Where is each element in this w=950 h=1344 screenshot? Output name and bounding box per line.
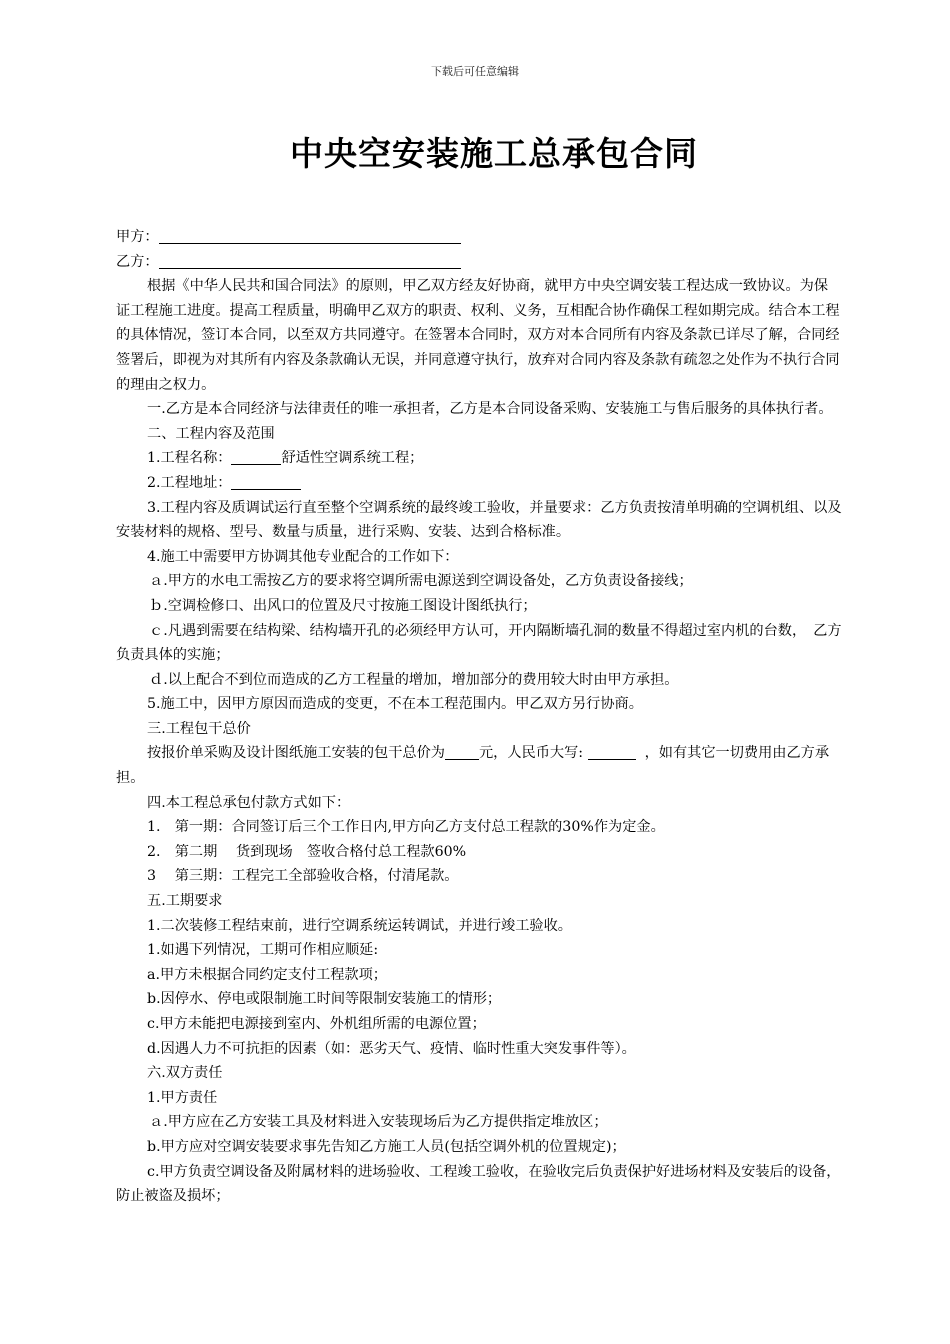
clause-5-2: 1.如遇下列情况，工期可作相应顺延: — [147, 942, 379, 959]
price-text-3: ，如有其它一切费用由乙方承担。 — [116, 745, 830, 787]
clause-3-price — [116, 741, 842, 790]
payment-stage-3: 3 第三期：工程完工全部验收合格，付清尾款。 — [147, 868, 459, 885]
section-1: 一.乙方是本合同经济与法律责任的唯一承担者，乙方是本合同设备采购、安装施工与售后服务的具体执行者。 — [147, 401, 833, 418]
payment-stage-1: 1. 第一期：合同签订后三个工作日内,甲方向乙方支付总工程款的30%作为定金。 — [147, 819, 665, 836]
project-name-blank — [231, 449, 281, 465]
clause-2-4b: ｂ.空调检修口、出风口的位置及尺寸按施工图设计图纸执行； — [149, 597, 537, 614]
clause-2-4d: ｄ.以上配合不到位而造成的乙方工程量的增加，增加部分的费用较大时由甲方承担。 — [149, 671, 679, 688]
section-2-heading: 二、工程内容及范围 — [147, 425, 275, 442]
section-5-heading: 五.工期要求 — [147, 893, 223, 910]
party-b-line — [116, 250, 842, 275]
clause-2-1 — [116, 446, 842, 471]
project-address-blank — [231, 474, 301, 490]
clause-2-1-text: 舒适性空调系统工程； — [281, 450, 424, 467]
clause-2-1-label: 1.工程名称： — [147, 450, 232, 467]
clause-6-1b: b.甲方应对空调安装要求事先告知乙方施工人员(包括空调外机的位置规定)； — [147, 1138, 626, 1155]
party-a-line — [116, 225, 842, 250]
clause-2-2-label: 2.工程地址： — [147, 474, 232, 491]
clause-2-3: 3.工程内容及质调试运行直至整个空调系统的最终竣工验收，并量要求：乙方负责按清单明确的空调机组、以及安装材料的规格、型号、数量与质量，进行采购、安装、达到合格标准。 — [116, 499, 842, 541]
preamble: 根据《中华人民共和国合同法》的原则，甲乙双方经友好协商，就甲方中央空调安装工程达成一致协议。为保证工程施工进度。提高工程质量，明确甲乙双方的职责、权利、义务，互相配合协作确保工程如期完成。结合本工程的具体情况，签订本合同，以至双方共同遵守。在签署本合同时，双方对本合同所有内容及条款已详尽了解，合同经签署后，即视为对其所有内容及条款确认无误，并同意遵守执行，放弃对合同内容及条款有疏忽之处作为不执行合同的理由之权力。 — [116, 278, 840, 393]
section-4-heading: 四.本工程总承包付款方式如下： — [147, 794, 351, 811]
clause-5-2a: a.甲方未根据合同约定支付工程款项； — [147, 966, 387, 983]
price-amount-blank — [445, 744, 479, 760]
party-a-blank — [159, 227, 461, 244]
party-b-blank — [159, 252, 461, 269]
price-text-1: 按报价单采购及设计图纸施工安装的包干总价为 — [147, 745, 445, 762]
clause-5-2c: c.甲方未能把电源接到室内、外机组所需的电源位置； — [147, 1016, 486, 1032]
price-text-2: 元，人民币大写: — [478, 745, 584, 762]
clause-2-4c: ｃ.凡遇到需要在结构梁、结构墙开孔的必须经甲方认可，开内隔断墙孔洞的数量不得超过室内机的台数， 乙方负责具体的实施； — [116, 622, 842, 664]
section-3-heading: 三.工程包干总价 — [147, 720, 251, 737]
contract-body — [116, 225, 842, 1209]
clause-6-1c: c.甲方负责空调设备及附属材料的进场验收、工程竣工验收，在验收完后负责保护好进场材料及安装后的设备，防止被盗及损坏； — [116, 1163, 841, 1205]
clause-5-1: 1.二次装修工程结束前，进行空调系统运转调试，并进行竣工验收。 — [147, 917, 572, 934]
clause-6-1: 1.甲方责任 — [147, 1089, 218, 1106]
party-a-label: 甲方： — [116, 229, 159, 245]
clause-2-2 — [116, 471, 842, 496]
section-6-heading: 六.双方责任 — [147, 1065, 223, 1082]
clause-6-1a: ａ.甲方应在乙方安装工具及材料进入安装现场后为乙方提供指定堆放区； — [149, 1114, 608, 1131]
price-words-blank — [588, 744, 636, 760]
payment-stage-2: 2. 第二期 货到现场 签收合格付总工程款60% — [147, 843, 467, 860]
header-note: 下载后可任意编辑 — [431, 65, 519, 78]
clause-5-2d: d.因遇人力不可抗拒的因素（如：恶劣天气、疫情、临时性重大突发事件等）。 — [147, 1040, 636, 1057]
clause-5-2b: b.因停水、停电或限制施工时间等限制安装施工的情形； — [147, 991, 502, 1008]
clause-2-4: 4.施工中需要甲方协调其他专业配合的工作如下： — [147, 548, 459, 565]
party-b-label: 乙方： — [116, 253, 159, 270]
clause-2-4a: ａ.甲方的水电工需按乙方的要求将空调所需电源送到空调设备处，乙方负责设备接线； — [149, 573, 693, 590]
clause-2-5: 5.施工中，因甲方原因而造成的变更，不在本工程范围内。甲乙双方另行协商。 — [147, 696, 643, 713]
document-title: 中央空安装施工总承包合同 — [290, 134, 698, 173]
